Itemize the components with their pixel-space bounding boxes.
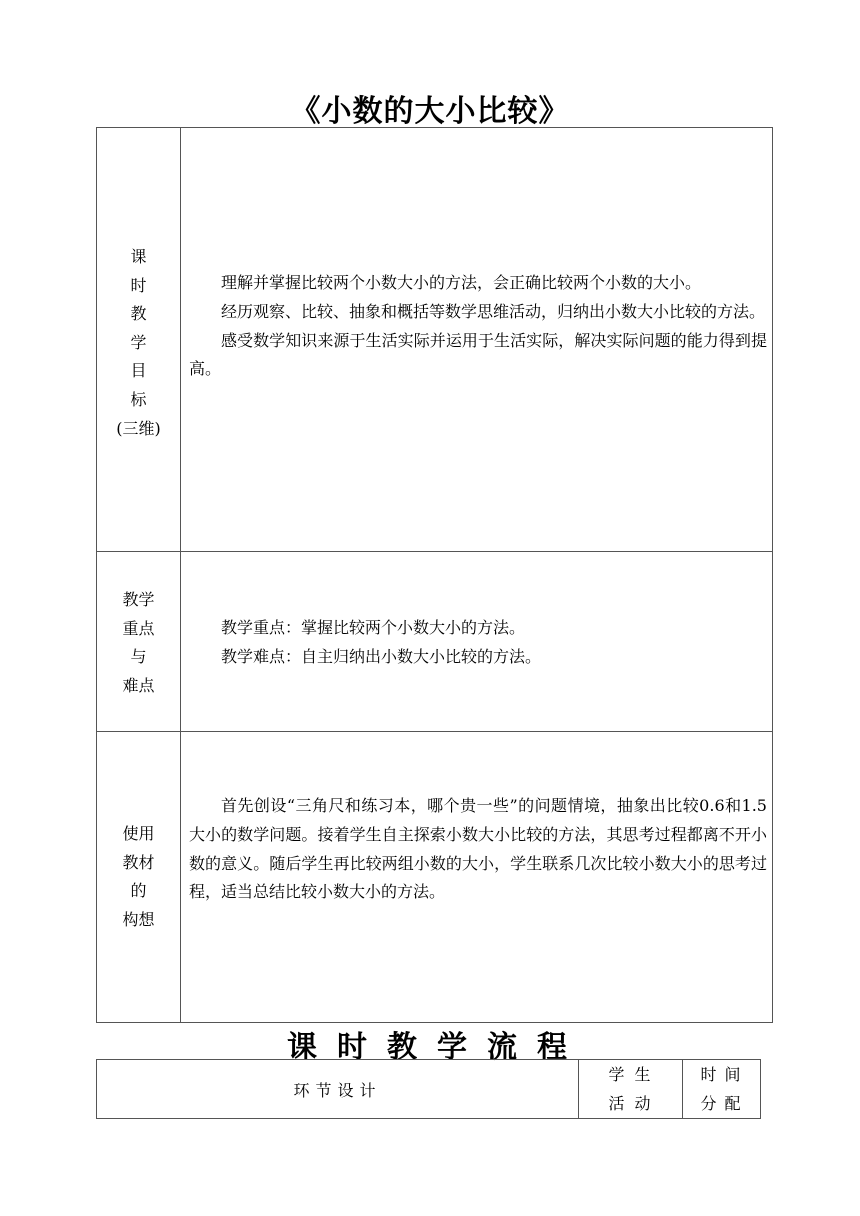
lesson-plan-table [96, 127, 773, 1023]
row-label-key-points [97, 586, 180, 700]
goal-paragraph: 理解并掌握比较两个小数大小的方法，会正确比较两个小数的大小。 [221, 273, 702, 292]
goal-paragraph: 感受数学知识来源于生活实际并运用于生活实际，解决实际问题的能力得到提高。 [189, 330, 767, 379]
material-paragraph: 首先创设“三角尺和练习本，哪个贵一些”的问题情境，抽象出比较0.6和1.5大小的数学问题。接着学生自主探索小数大小比较的方法，其思考过程都离不开小数的意义。随后学生再比较两组小数的大小，学生联系几次比较小数大小的思考过程，适当总结比较小数大小的方法。 [189, 796, 767, 902]
label-line: 教 [130, 304, 147, 324]
label-line: 标 [130, 389, 147, 409]
label-line: 课 [130, 247, 147, 266]
header-line: 时间 [700, 1065, 749, 1084]
header-section-design: 环节设计 [97, 1060, 579, 1118]
row-content-key-points [189, 614, 767, 672]
label-line: 教学 [122, 590, 155, 609]
header-line: 活动 [608, 1094, 661, 1113]
row-content-material [189, 792, 767, 907]
header-student-activity [579, 1060, 683, 1118]
table-row-goals [97, 128, 772, 552]
row-label-goals [97, 243, 180, 443]
label-line: 与 [130, 647, 147, 667]
row-content-goals [189, 269, 767, 384]
label-line: 学 [130, 332, 147, 352]
flow-table [96, 1059, 761, 1119]
table-row-key-points [97, 552, 772, 732]
label-line: (三维) [116, 418, 161, 438]
column-divider [180, 732, 181, 1022]
header-time-allocation [683, 1060, 760, 1118]
label-line: 使用 [122, 824, 155, 843]
column-divider [180, 128, 181, 551]
goal-paragraph: 经历观察、比较、抽象和概括等数学思维活动，归纳出小数大小比较的方法。 [221, 301, 766, 321]
table-row-material [97, 732, 772, 1022]
key-point-paragraph: 教学难点：自主归纳出小数大小比较的方法。 [221, 646, 542, 666]
flow-section-title: 课时教学流程 [287, 1030, 587, 1065]
label-line: 的 [130, 881, 147, 901]
label-line: 构想 [122, 909, 155, 929]
label-line: 时 [130, 275, 147, 295]
label-line: 难点 [122, 675, 155, 695]
key-point-paragraph: 教学重点：掌握比较两个小数大小的方法。 [221, 618, 526, 637]
header-line: 学生 [608, 1065, 661, 1084]
label-line: 目 [130, 361, 147, 381]
column-divider [180, 552, 181, 731]
row-label-material [97, 820, 180, 934]
label-line: 重点 [122, 618, 155, 638]
document-title: 《小数的大小比较》 [290, 94, 570, 129]
header-line: 分配 [700, 1094, 749, 1113]
label-line: 教材 [122, 852, 155, 872]
